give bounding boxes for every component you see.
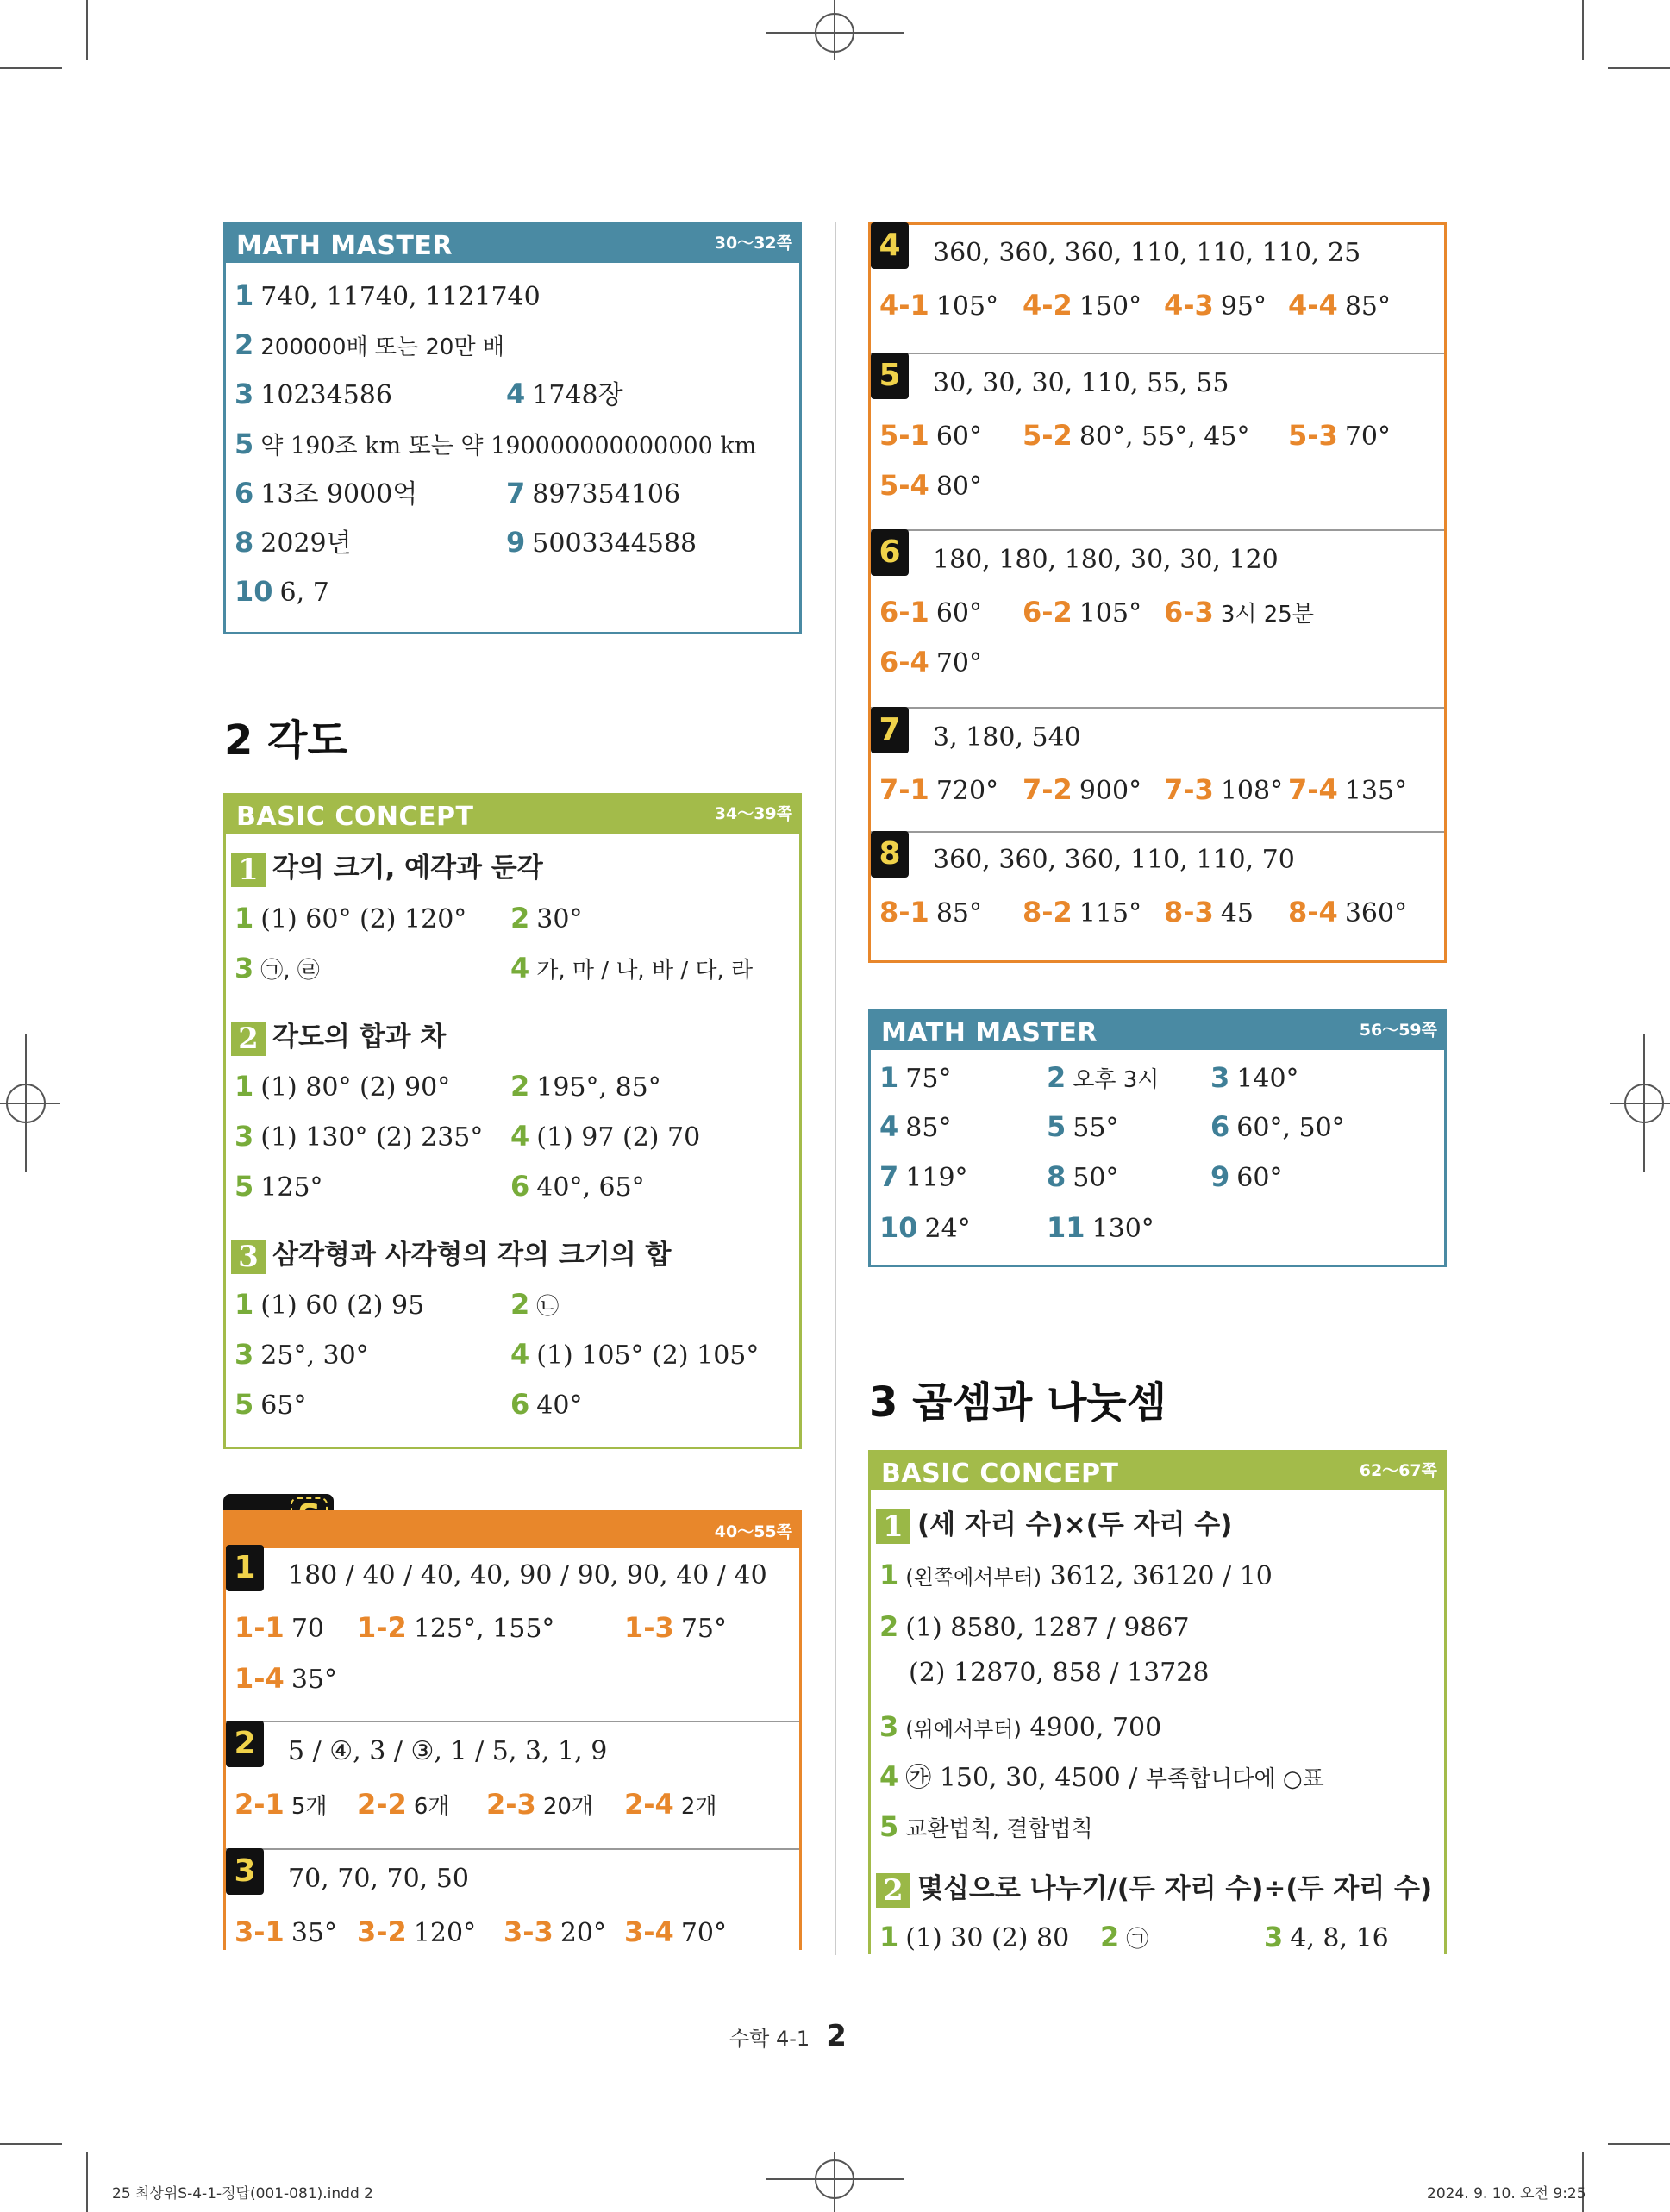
registration-mark-icon bbox=[766, 0, 904, 60]
answer: 5003344588 bbox=[532, 528, 697, 559]
answer: (1) 60° (2) 120° bbox=[260, 904, 467, 934]
answer: 40° bbox=[536, 1390, 583, 1421]
page-range: 34～39쪽 bbox=[714, 804, 792, 823]
problem-tab-icon: 5 bbox=[871, 353, 909, 399]
chapter-title: 2 각도 bbox=[224, 716, 347, 765]
answer: 13조 9000억 bbox=[260, 479, 418, 509]
problem-tab-icon: 3 bbox=[226, 1848, 264, 1895]
registration-mark-icon bbox=[1610, 1034, 1670, 1172]
answer: 200000배 또는 20만 배 bbox=[260, 334, 504, 360]
solution: 70, 70, 70, 50 bbox=[288, 1864, 469, 1894]
answer: (1) 97 (2) 70 bbox=[536, 1122, 701, 1153]
print-date: 2024. 9. 10. 오전 9:25 bbox=[1427, 2185, 1586, 2203]
answer: ㉠, ㉣ bbox=[260, 958, 320, 984]
page-range: 56～59쪽 bbox=[1359, 1021, 1437, 1040]
page-number: 2 bbox=[826, 2019, 847, 2053]
answer: 897354106 bbox=[532, 479, 681, 509]
answer: ㉡ bbox=[536, 1294, 560, 1320]
crop-mark bbox=[86, 0, 88, 60]
basic-concept-box-2: BASIC CONCEPT 34～39쪽 1 각의 크기, 예각과 둔각 1 (1) 60° (2) 120° 2 30° 3 ㉠, ㉣ 4 가, 마 / 나, 바 / 다, 라 2 각도의 합과 차 1 (1) 80° (2) 90° 2 195°, 85° 3 (1) 130° (2) 235° 4 (1) 97 (2) 70 5 125° 6 40°, 65° 3 삼각형과 사각형의 각의 크기의 합 1 (1) 60 (2) 95 2 ㉡ 3 25°, 30° 4 (1) 105° (2) 105° 5 65° 6 40° bbox=[223, 793, 802, 1449]
crop-mark bbox=[1608, 67, 1670, 69]
column-divider bbox=[835, 222, 836, 1955]
solution: 180 / 40 / 40, 40, 90 / 90, 90, 40 / 40 bbox=[288, 1560, 767, 1590]
answer: 125° bbox=[260, 1172, 323, 1203]
answer: 40°, 65° bbox=[536, 1172, 645, 1203]
subsection-title: 3 삼각형과 사각형의 각의 크기의 합 bbox=[231, 1233, 671, 1274]
answer: (1) 60 (2) 95 bbox=[260, 1290, 425, 1321]
page-range: 62～67쪽 bbox=[1359, 1461, 1437, 1480]
problem-tab-icon: 8 bbox=[871, 831, 909, 878]
answer: 6, 7 bbox=[279, 578, 329, 608]
answer: 2029년 bbox=[260, 528, 352, 559]
answer: 가, 마 / 나, 바 / 다, 라 bbox=[536, 958, 754, 984]
registration-mark-icon bbox=[0, 1034, 60, 1172]
answer: 약 190조 km 또는 약 190000000000000 km bbox=[260, 433, 757, 459]
solution: 180, 180, 180, 30, 30, 120 bbox=[933, 545, 1279, 575]
subject-label: 수학 4-1 bbox=[729, 2027, 810, 2051]
chapter-title: 3 곱셈과 나눗셈 bbox=[869, 1378, 1167, 1427]
crop-mark bbox=[86, 2152, 88, 2212]
solution: 5 / ④, 3 / ③, 1 / 5, 3, 1, 9 bbox=[288, 1736, 608, 1766]
answer: 740, 11740, 1121740 bbox=[260, 282, 541, 312]
subsection-title: 2 몇십으로 나누기/(두 자리 수)÷(두 자리 수) bbox=[876, 1866, 1432, 1908]
crop-mark bbox=[1582, 0, 1584, 60]
answer: 65° bbox=[260, 1390, 307, 1421]
section-title: BASIC CONCEPT bbox=[881, 1459, 1119, 1489]
solution: 360, 360, 360, 110, 110, 110, 25 bbox=[933, 238, 1361, 268]
answer: (1) 105° (2) 105° bbox=[536, 1340, 760, 1371]
answer: (1) 130° (2) 235° bbox=[260, 1122, 484, 1153]
solution: 360, 360, 360, 110, 110, 70 bbox=[933, 845, 1295, 875]
file-info: 25 최상위S-4-1-정답(001-081).indd 2 bbox=[112, 2185, 373, 2203]
answer: 195°, 85° bbox=[536, 1072, 661, 1103]
math-master-box-1: MATH MASTER 30～32쪽 1 740, 11740, 1121740 2 200000배 또는 20만 배 3 10234586 4 1748장 5 약 190조 km 또는 약 190000000000000 km 6 13조 9000억 7 897354106 8 2029년 9 5003344588 10 6, 7 bbox=[223, 222, 802, 634]
section-title: MATH MASTER bbox=[236, 231, 453, 261]
math-master-box-2: MATH MASTER 56～59쪽 1 75° 2 오후 3시 3 140° 4 85° 5 55° 6 60°, 50° 7 119° 8 50° 9 60° 10 24° 11 130° bbox=[868, 1009, 1447, 1267]
solution: 3, 180, 540 bbox=[933, 722, 1081, 753]
subsection-title: 1 각의 크기, 예각과 둔각 bbox=[231, 846, 543, 887]
solution: 30, 30, 30, 110, 55, 55 bbox=[933, 368, 1229, 398]
answer: 1748장 bbox=[532, 380, 623, 410]
section-title: MATH MASTER bbox=[881, 1018, 1098, 1048]
problem-tab-icon: 6 bbox=[871, 529, 909, 576]
page-footer bbox=[729, 2019, 847, 2053]
subsection-title: 2 각도의 합과 차 bbox=[231, 1015, 446, 1056]
crop-mark bbox=[0, 2143, 62, 2145]
answer: (1) 80° (2) 90° bbox=[260, 1072, 451, 1103]
basic-concept-box-3: BASIC CONCEPT 62～67쪽 1 (세 자리 수)×(두 자리 수) 1 (왼쪽에서부터) 3612, 36120 / 10 2 (1) 8580, 1287 / 9867 (2) 12870, 858 / 13728 3 (위에서부터) 4900, 700 4 ㉮ 150, 30, 4500 / 부족합니다에 ○표 5 교환법칙, 결합법칙 2 몇십으로 나누기/(두 자리 수)÷(두 자리 수) 1 (1) 30 (2) 80 2 ㉠ 3 4, 8, 16 bbox=[868, 1450, 1447, 1954]
top-level-box-left: 40～55쪽 1 180 / 40 / 40, 40, 90 / 90, 90, 40 / 40 1-1 70 1-2 125°, 155° 1-3 75° 1-4 35° 2 5 / ④, 3 / ③, 1 / 5, 3, 1, 9 2-1 5개 2-2 6개 2-3 20개 2-4 2개 3 70, 70, 70, 50 3-1 35° 3-2 120° 3-3 20° 3-4 70° bbox=[223, 1510, 802, 1950]
top-level-box-right: 4 360, 360, 360, 110, 110, 110, 25 4-1 105° 4-2 150° 4-3 95° 4-4 85° 5 30, 30, 30, 110, 55, 55 5-1 60° 5-2 80°, 55°, 45° 5-3 70° 5-4 80° 6 180, 180, 180, 30, 30, 120 6-1 60° 6-2 105° 6-3 3시 25분 6-4 70° 7 3, 180, 540 7-1 720° 7-2 900° 7-3 108° 7-4 135° 8 360, 360, 360, 110, 110, 70 8-1 85° 8-2 115° 8-3 45 8-4 360° bbox=[868, 222, 1447, 963]
answer: 25°, 30° bbox=[260, 1340, 369, 1371]
problem-tab-icon: 4 bbox=[871, 222, 909, 269]
crop-mark bbox=[1608, 2143, 1670, 2145]
registration-mark-icon bbox=[766, 2152, 904, 2212]
page-range: 30～32쪽 bbox=[714, 234, 792, 253]
subsection-title: 1 (세 자리 수)×(두 자리 수) bbox=[876, 1503, 1232, 1544]
problem-tab-icon: 1 bbox=[226, 1545, 264, 1591]
problem-tab-icon: 7 bbox=[871, 707, 909, 753]
problem-tab-icon: 2 bbox=[226, 1721, 264, 1767]
crop-mark bbox=[0, 67, 62, 69]
section-title: BASIC CONCEPT bbox=[236, 802, 474, 832]
answer: 30° bbox=[536, 904, 583, 934]
answer: 10234586 bbox=[260, 380, 392, 410]
page-range: 40～55쪽 bbox=[714, 1522, 792, 1541]
